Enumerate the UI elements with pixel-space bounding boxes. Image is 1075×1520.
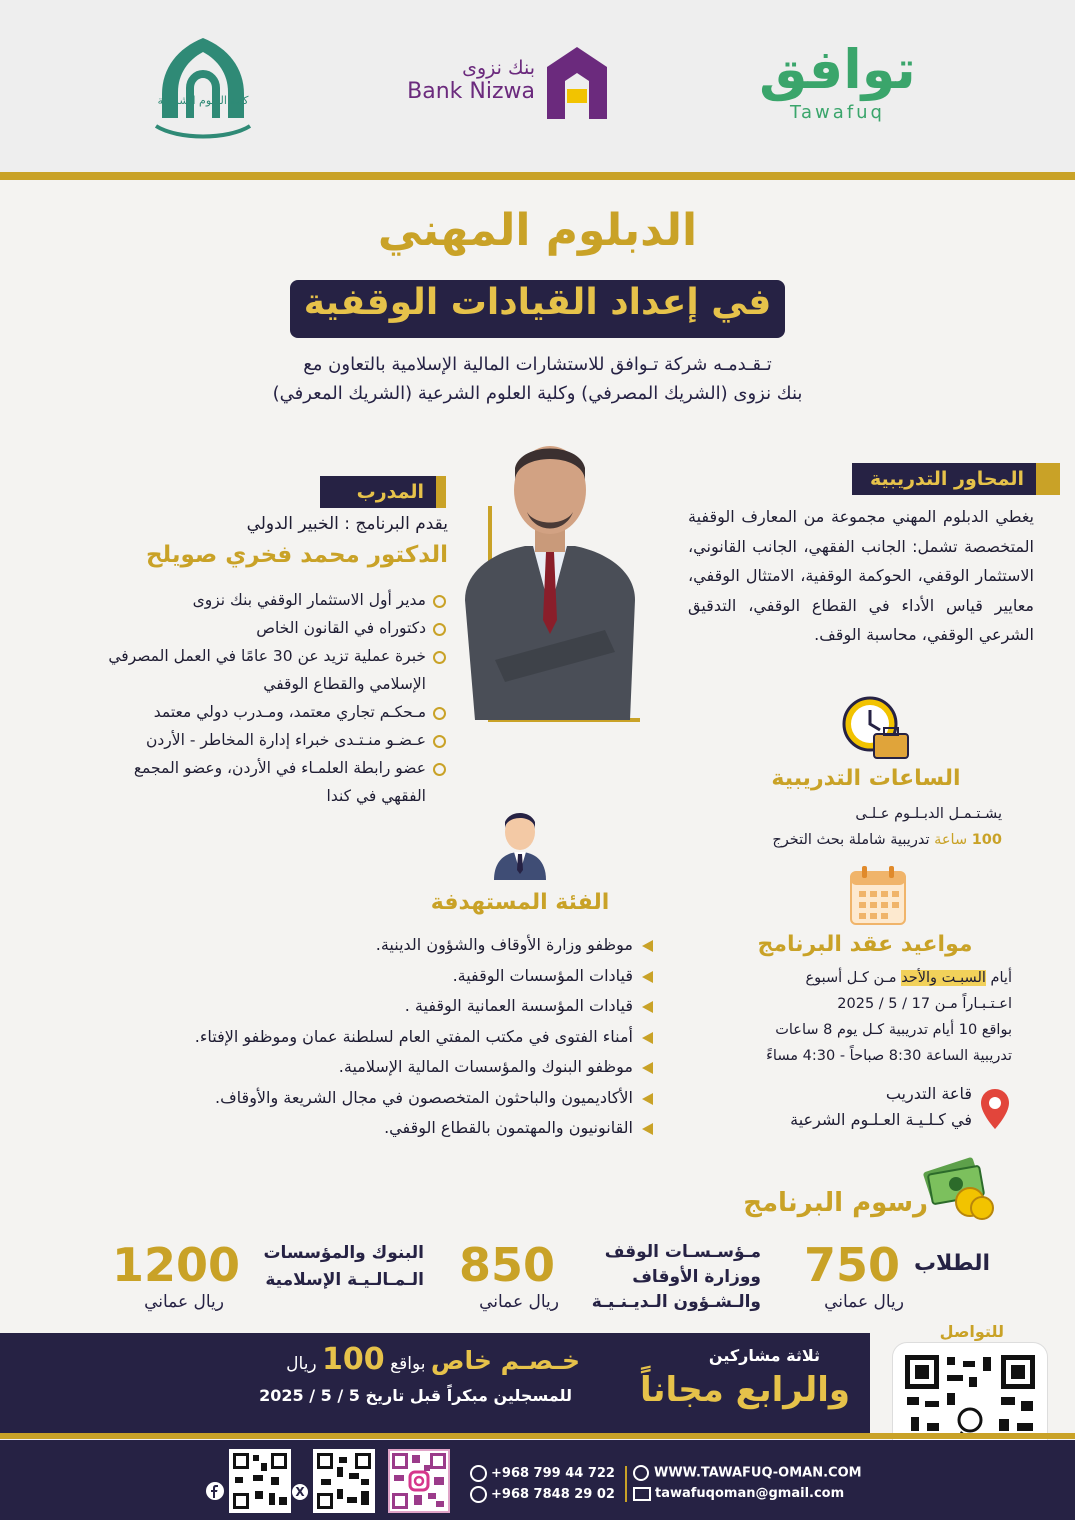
- fee-students: [800, 1232, 1000, 1322]
- intro-line-1: تـقـدمـه شركة تـوافق للاستشارات المالية الإسلامية بالتعاون مع: [303, 354, 772, 375]
- target-item: قيادات المؤسسات الوقفية.: [40, 961, 655, 992]
- fee-banks-amount: 1200: [112, 1238, 241, 1292]
- fee-waqf-label: مـؤسـسـات الوقف ووزارة الأوقاف والـشـؤون الـديـنـيـة: [591, 1242, 761, 1312]
- fee-waqf: [455, 1232, 765, 1322]
- subtitle: في إعداد القيادات الوقفية: [303, 282, 772, 323]
- header-gold-rule: [0, 172, 1075, 180]
- college-logo-text: كلية العلوم الشرعية: [157, 94, 249, 107]
- target-item: قيادات المؤسسة العمانية الوقفية .: [40, 991, 655, 1022]
- phone-2[interactable]: +968 7848 29 02: [470, 1486, 620, 1503]
- trainer-bullet: عـضـو منـتـدى خبراء إدارة المخاطر - الأردن: [55, 726, 448, 754]
- phone-1[interactable]: +968 799 44 722: [470, 1465, 620, 1482]
- axes-label-accent: [1036, 463, 1060, 495]
- phone-icon: [470, 1486, 487, 1503]
- tawafuq-logo-english: Tawafuq: [790, 102, 885, 123]
- offer-three: ثلاثة مشاركين: [708, 1346, 820, 1365]
- bullet-circle-icon: [433, 735, 446, 748]
- schedule-days-highlight: السبـت والأحد: [901, 970, 986, 986]
- hours-line-1: يشـتـمـل الدبـلـوم عـلـى: [855, 806, 1002, 822]
- schedule-line-4: تدريبية الساعة 8:30 صباحاً - 4:30 مساءً: [766, 1048, 1012, 1064]
- target-item: الأكاديميون والباحثون المتخصصون في مجال الشريعة والأوقاف.: [40, 1083, 655, 1114]
- offer-discount-word: خـصـم خاص: [430, 1346, 580, 1375]
- axes-label: المحاور التدريبية: [852, 463, 1036, 495]
- bullet-circle-icon: [433, 595, 446, 608]
- bullet-circle-icon: [433, 707, 446, 720]
- money-coins-icon: [920, 1152, 996, 1222]
- triangle-bullet-icon: [642, 1001, 653, 1013]
- axes-text: يغطي الدبلوم المهني مجموعة من المعارف الوقفية المتخصصة تشمل: الجانب الفقهي، الجانب القانوني، الاستثمار الوقفي، الحوكمة الوقفية، الامتثال الوقفي، معايير قياس الأداء في القطاع الوقفي، التدقيق الشرعي الوقفي، محاسبة الوقف.: [688, 507, 1034, 644]
- x-twitter-icon[interactable]: X: [292, 1484, 308, 1500]
- trainer-bullet: خبرة عملية تزيد عن 30 عامًا في العمل المصرفي: [55, 642, 448, 670]
- hours-title: الساعات التدريبية: [771, 766, 961, 791]
- college-logo-icon: [148, 34, 258, 146]
- trainer-bullet-cont: الفقهي في كندا: [326, 787, 426, 805]
- bullet-circle-icon: [433, 623, 446, 636]
- hours-unit: ساعة: [934, 832, 968, 848]
- whatsapp-icon: [470, 1465, 487, 1482]
- tawafuq-logo-arabic: توافق: [759, 38, 916, 101]
- fee-students-amount: 750: [804, 1238, 901, 1292]
- target-item: أمناء الفتوى في مكتب المفتي العام لسلطنة عمان وموظفو الإفتاء.: [40, 1022, 655, 1053]
- fee-waqf-amount: 850: [459, 1238, 556, 1292]
- triangle-bullet-icon: [642, 1123, 653, 1135]
- calendar-icon: [848, 864, 908, 926]
- triangle-bullet-icon: [642, 940, 653, 952]
- intro-text: [225, 350, 850, 408]
- email-link[interactable]: tawafuqoman@gmail.com: [633, 1486, 873, 1501]
- intro-line-2: بنك نزوى (الشريك المصرفي) وكلية العلوم الشرعية (الشريك المعرفي): [272, 383, 803, 404]
- target-title: الفئة المستهدفة: [430, 890, 610, 915]
- offer-early: للمسجلين مبكراً قبل تاريخ 5 / 5 / 2025: [259, 1386, 572, 1405]
- schedule-start: اعـتـبـاراً مـن 17 / 5 / 2025: [837, 996, 1012, 1012]
- trainer-presenter: يقدم البرنامج : الخبير الدولي: [246, 514, 448, 534]
- bank-nizwa-logo: [400, 45, 615, 125]
- qr-pattern-icon: [231, 1451, 289, 1511]
- trainer-bullet: مـحكـم تجاري معتمد، ومـدرب دولي معتمد: [55, 698, 448, 726]
- offer-discount-amount: 100: [322, 1342, 385, 1377]
- trainer-bullets: [55, 586, 448, 810]
- trainer-label: المدرب: [320, 476, 436, 508]
- instagram-qr-code[interactable]: [388, 1449, 450, 1513]
- triangle-bullet-icon: [642, 1062, 653, 1074]
- offer-discount: خـصـم خاص بواقع 100 ريال: [286, 1342, 580, 1377]
- fee-banks-currency: ريال عماني: [144, 1292, 224, 1312]
- bullet-circle-icon: [433, 651, 446, 664]
- venue-line-2: في كـلـيـة العـلـوم الشرعية: [790, 1110, 972, 1129]
- fee-waqf-currency: ريال عماني: [479, 1292, 559, 1312]
- trainer-photo: [455, 430, 645, 720]
- fee-banks: [108, 1232, 426, 1322]
- bank-nizwa-english: Bank Nizwa: [407, 79, 535, 104]
- trainer-bullet-cont: الإسلامي والقطاع الوقفي: [263, 675, 426, 693]
- target-list: [40, 930, 655, 1144]
- fee-students-label: الطلاب: [913, 1251, 990, 1276]
- trainer-bullet: عضو رابطة العلمـاء في الأردن، وعضو المجمع: [55, 754, 448, 782]
- hours-number: 100: [971, 832, 1002, 848]
- website-link[interactable]: WWW.TAWAFUQ-OMAN.COM: [633, 1465, 873, 1481]
- qr-pattern-icon: [315, 1451, 373, 1511]
- bank-nizwa-arabic: بنك نزوى: [462, 57, 535, 79]
- tawafuq-logo: [745, 38, 930, 138]
- fee-students-currency: ريال عماني: [824, 1292, 904, 1312]
- bullet-circle-icon: [433, 763, 446, 776]
- trainer-bullet: مدير أول الاستثمار الوقفي بنك نزوى: [55, 586, 448, 614]
- footer-divider: [625, 1466, 627, 1502]
- offer-fourth: والرابع مجاناً: [639, 1370, 850, 1410]
- trainer-bullet: دكتوراه في القانون الخاص: [55, 614, 448, 642]
- triangle-bullet-icon: [642, 1093, 653, 1105]
- main-title: الدبلوم المهني: [377, 205, 698, 256]
- target-item: موظفو البنوك والمؤسسات المالية الإسلامية.: [40, 1052, 655, 1083]
- trainer-name: الدكتور محمد فخري صويلح: [145, 542, 448, 568]
- facebook-qr-code[interactable]: [229, 1449, 291, 1513]
- facebook-icon[interactable]: [206, 1482, 224, 1500]
- footer-gold-rule: [0, 1433, 1075, 1439]
- location-pin-icon: [980, 1088, 1010, 1130]
- trainer-label-accent: [436, 476, 446, 508]
- hours-rest: تدريبية شاملة بحث التخرج: [772, 832, 930, 848]
- envelope-icon: [633, 1487, 651, 1501]
- fees-title: رسوم البرنامج: [743, 1188, 928, 1218]
- person-avatar-icon: [490, 808, 550, 880]
- contact-label: للتواصل: [939, 1322, 1004, 1341]
- schedule-title: مواعيد عقد البرنامج: [757, 932, 973, 957]
- x-qr-code[interactable]: [313, 1449, 375, 1513]
- bank-nizwa-mark-icon: [543, 45, 611, 121]
- globe-icon: [633, 1465, 649, 1481]
- schedule-line-3: بواقع 10 أيام تدريبية كـل يوم 8 ساعات: [775, 1022, 1012, 1038]
- schedule-days: أيام السبـت والأحد مـن كـل أسبوع: [805, 970, 1012, 986]
- triangle-bullet-icon: [642, 971, 653, 983]
- triangle-bullet-icon: [642, 1032, 653, 1044]
- target-item: موظفو وزارة الأوقاف والشؤون الدينية.: [40, 930, 655, 961]
- clock-briefcase-icon: [840, 696, 912, 762]
- target-item: القانونيون والمهتمون بالقطاع الوقفي.: [40, 1113, 655, 1144]
- trainer-label-wrap: [320, 476, 446, 508]
- venue-line-1: قاعة التدريب: [885, 1084, 972, 1103]
- fee-banks-label: البنوك والمؤسسات الـمـالـيـة الإسلامية: [263, 1243, 424, 1290]
- qr-pattern-icon: [390, 1451, 448, 1511]
- hours-line-2: [720, 828, 1002, 853]
- axes-label-wrap: [852, 463, 1060, 495]
